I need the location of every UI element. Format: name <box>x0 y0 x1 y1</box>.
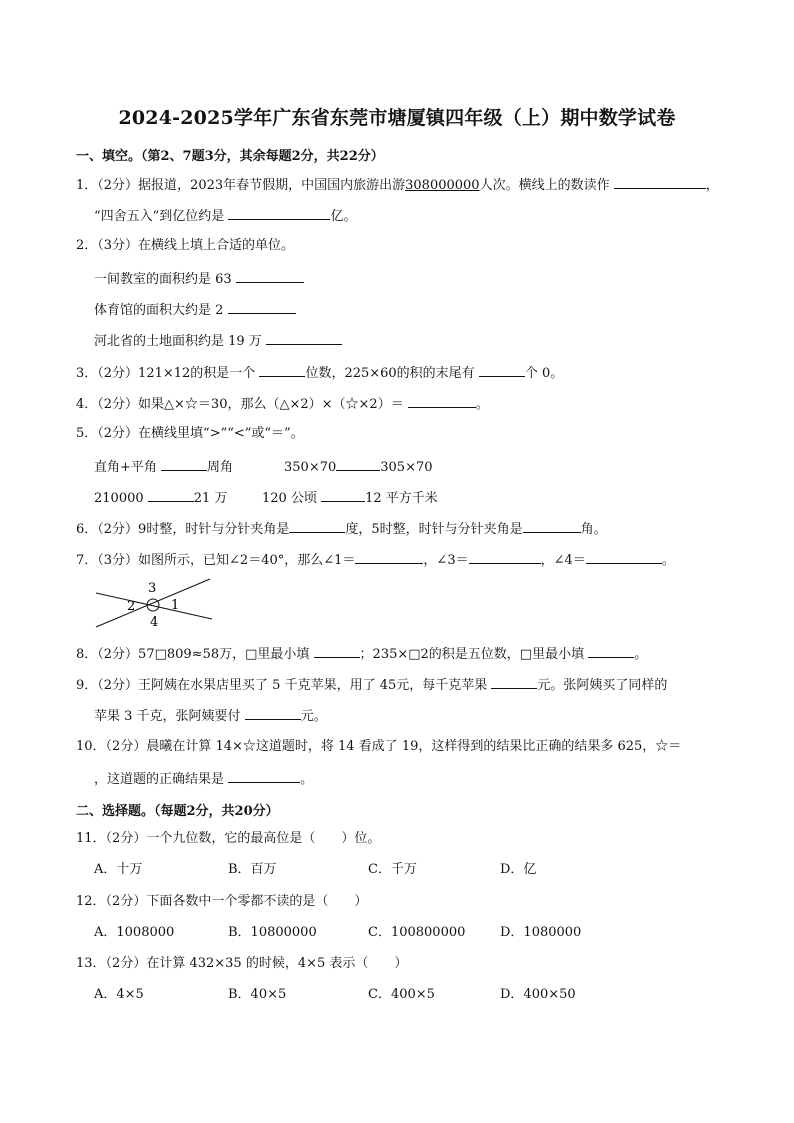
q5-row-2b <box>262 489 438 507</box>
q7-blank-3[interactable] <box>586 551 662 564</box>
q12-option-c[interactable]: C．100800000 <box>368 925 466 940</box>
q1-blank-2[interactable] <box>228 207 330 220</box>
q8-blank-1[interactable] <box>314 645 360 658</box>
angle-label-2: 2 <box>127 599 136 614</box>
q5-a1: 直角+平角 <box>94 460 157 475</box>
question-6 <box>76 520 607 538</box>
question-8 <box>76 645 647 663</box>
angle-label-1: 1 <box>171 598 180 613</box>
q9-text-b: 元。张阿姨买了同样的 <box>537 678 668 693</box>
q4-blank-1[interactable] <box>408 395 476 408</box>
q13-option-b[interactable]: B．40×5 <box>228 987 287 1002</box>
q8-text-a: 8．（2分）57□809≈58万，□里最小填 <box>76 647 310 662</box>
question-1 <box>76 176 719 194</box>
q1-blank-1[interactable] <box>614 176 706 189</box>
q13-option-c[interactable]: C．400×5 <box>368 987 435 1002</box>
q8-text-b: ；235×□2的积是五位数，□里最小填 <box>359 647 585 662</box>
q5-blank-b[interactable] <box>336 458 380 471</box>
question-13: 13．（2分）在计算 432×35 的时候，4×5 表示（ ） <box>76 956 408 971</box>
angle-figure <box>94 575 218 631</box>
q10-text-c: 。 <box>300 772 314 787</box>
q9-blank-2[interactable] <box>245 707 301 720</box>
question-12: 12．（2分）下面各数中一个零都不读的是（ ） <box>76 894 368 909</box>
q5-blank-c[interactable] <box>148 489 194 502</box>
q2-l2-text: 体育馆的面积大约是 2 <box>94 303 224 318</box>
q6-text-c: 角。 <box>580 522 607 537</box>
q8-text-c: 。 <box>634 647 648 662</box>
question-5: 5．（2分）在横线里填“>”“<”或“＝”。 <box>76 426 304 441</box>
q7-blank-2[interactable] <box>469 551 541 564</box>
section-fill-blank: 一、填空。（第2、7题3分，其余每题2分，共22分） <box>76 149 384 164</box>
q12-option-d[interactable]: D．1080000 <box>500 925 582 940</box>
q7-text-c: ，∠4＝ <box>540 553 586 568</box>
q13-option-a[interactable]: A．4×5 <box>94 987 144 1002</box>
q1-text-d: “四舍五入”到亿位约是 <box>94 209 225 224</box>
q5-blank-a[interactable] <box>161 458 207 471</box>
question-10-line2 <box>94 770 313 788</box>
q5-d1: 120 公顷 <box>262 491 317 506</box>
q5-b2: 305×70 <box>380 460 433 475</box>
q6-blank-1[interactable] <box>289 520 345 533</box>
question-4 <box>76 395 489 413</box>
q9-blank-1[interactable] <box>491 676 537 689</box>
q4-text-b: 。 <box>475 397 489 412</box>
q1-text-a: 1．（2分）据报道，2023年春节假期，中国国内旅游出游 <box>76 178 406 193</box>
q1-text-c: ， <box>705 178 719 193</box>
q3-blank-1[interactable] <box>259 364 305 377</box>
q1-number: 308000000 <box>405 178 480 193</box>
q5-row-2 <box>94 489 227 507</box>
section-choice: 二、选择题。（每题2分，共20分） <box>76 804 279 819</box>
q12-option-a[interactable]: A．1008000 <box>94 925 175 940</box>
q5-a2: 周角 <box>207 460 234 475</box>
q1-text-b: 人次。横线上的数读作 <box>479 178 610 193</box>
q7-blank-1[interactable] <box>355 551 423 564</box>
q2-l1-text: 一间教室的面积约是 63 <box>94 272 232 287</box>
question-7 <box>76 551 675 569</box>
q2-blank-1[interactable] <box>236 270 304 283</box>
question-2: 2．（3分）在横线上填上合适的单位。 <box>76 238 295 253</box>
question-9 <box>76 676 667 694</box>
q11-option-c[interactable]: C．千万 <box>368 862 417 877</box>
q1-text-e: 亿。 <box>330 209 357 224</box>
question-1-line2 <box>94 207 356 225</box>
q4-text-a: 4．（2分）如果△×☆＝30，那么（△×2）×（☆×2）＝ <box>76 397 404 412</box>
q6-text-a: 6．（2分）9时整，时针与分针夹角是 <box>76 522 290 537</box>
q2-blank-2[interactable] <box>228 301 296 314</box>
q5-row-1b <box>284 458 433 476</box>
angle-label-3: 3 <box>148 581 157 596</box>
q2-blank-3[interactable] <box>266 332 342 345</box>
q2-line-2 <box>94 301 296 319</box>
q13-option-d[interactable]: D．400×50 <box>500 987 576 1002</box>
page-title: 2024-2025学年广东省东莞市塘厦镇四年级（上）期中数学试卷 <box>118 107 676 129</box>
question-11: 11．（2分）一个九位数，它的最高位是（ ）位。 <box>76 831 381 846</box>
q7-text-b: ，∠3＝ <box>423 553 469 568</box>
q9-text-a: 9．（2分）王阿姨在水果店里买了 5 千克苹果，用了 45元，每千克苹果 <box>76 678 488 693</box>
q6-blank-2[interactable] <box>523 520 581 533</box>
q2-line-3 <box>94 332 342 350</box>
q5-d2: 12 平方千米 <box>365 491 438 506</box>
q7-text-a: 7．（3分）如图所示，已知∠2＝40°，那么∠1＝ <box>76 553 356 568</box>
q11-option-b[interactable]: B．百万 <box>228 862 277 877</box>
q11-option-a[interactable]: A．十万 <box>94 862 143 877</box>
q2-l3-text: 河北省的土地面积约是 19 万 <box>94 334 262 349</box>
q5-b1: 350×70 <box>284 460 337 475</box>
q9-text-c: 苹果 3 千克，张阿姨要付 <box>94 709 241 724</box>
q11-option-d[interactable]: D．亿 <box>500 862 537 877</box>
q3-text-c: 个 0。 <box>524 366 564 381</box>
q3-text-b: 位数，225×60的积的末尾有 <box>305 366 475 381</box>
q8-blank-2[interactable] <box>588 645 634 658</box>
q10-text-b: ，这道题的正确结果是 <box>94 772 225 787</box>
q9-text-d: 元。 <box>300 709 327 724</box>
q7-text-d: 。 <box>661 553 675 568</box>
q5-c2: 21 万 <box>193 491 228 506</box>
q6-text-b: 度，5时整，时针与分针夹角是 <box>345 522 523 537</box>
question-3 <box>76 364 563 382</box>
q5-c1: 210000 <box>94 491 144 506</box>
question-10: 10．（2分）晨曦在计算 14×☆这道题时，将 14 看成了 19，这样得到的结果比正确的结果多 625，☆＝ <box>76 739 682 754</box>
q5-row-1 <box>94 458 233 476</box>
question-9-line2 <box>94 707 327 725</box>
q5-blank-d[interactable] <box>321 489 365 502</box>
q10-blank-1[interactable] <box>228 770 300 783</box>
q3-blank-2[interactable] <box>479 364 525 377</box>
q2-line-1 <box>94 270 304 288</box>
q3-text-a: 3．（2分）121×12的积是一个 <box>76 366 256 381</box>
angle-label-4: 4 <box>150 615 159 630</box>
q12-option-b[interactable]: B．10800000 <box>228 925 317 940</box>
